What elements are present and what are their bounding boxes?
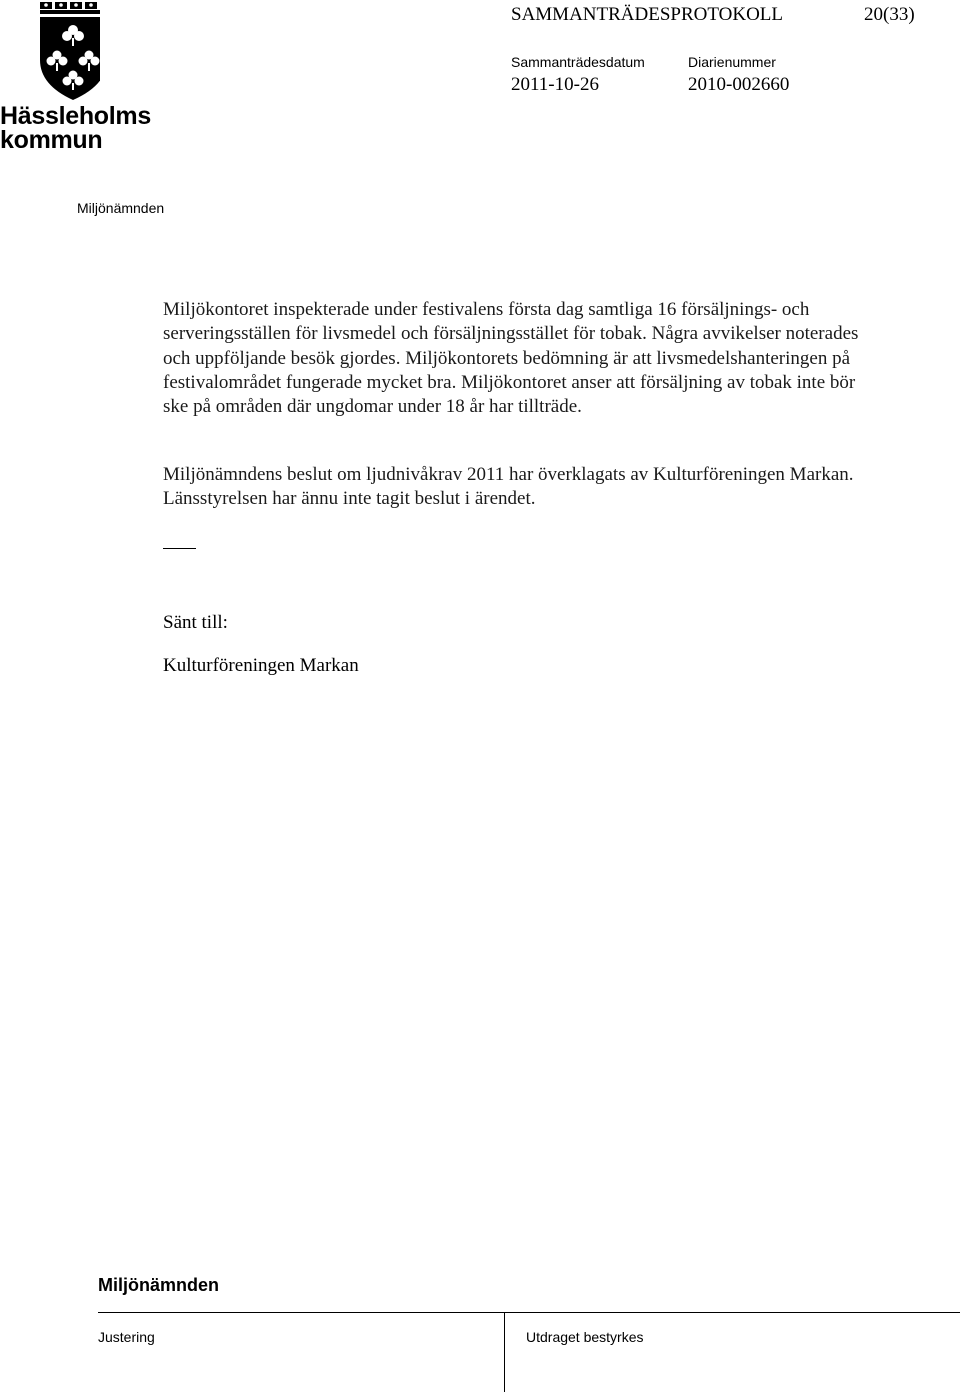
- meeting-date-label: Sammanträdesdatum: [511, 54, 645, 70]
- diary-number-label: Diarienummer: [688, 54, 776, 70]
- hassleholm-coat-of-arms-icon: [0, 0, 100, 100]
- page-number: 20(33): [864, 4, 915, 25]
- sent-to-label: Sänt till:: [163, 612, 228, 633]
- body-paragraph-2: [163, 463, 863, 512]
- footer-committee-name: Miljönämnden: [98, 1275, 219, 1295]
- document-title: SAMMANTRÄDESPROTOKOLL: [511, 4, 784, 25]
- section-separator: [163, 548, 196, 549]
- meeting-date-value: 2011-10-26: [511, 74, 599, 95]
- paragraph-text: Miljökontoret inspekterade under festivalens första dag samtliga 16 försäljnings- och serveringsställen för livsmedel och försäljningsstället för tobak. Några avvikelser noterades och uppföljande besök gjordes. Miljökontorets bedömning är att livsmedelshanteringen på festivalområdet fungerade mycket bra. Miljökontoret anser att försäljning av tobak inte bör ske på områden där ungdomar under 18 år har tillträde.: [163, 299, 859, 418]
- sent-to-recipient: Kulturföreningen Markan: [163, 655, 359, 676]
- footer-rule: [98, 1312, 960, 1313]
- paragraph-text: Miljönämndens beslut om ljudnivåkrav 2011 har överklagats av Kulturföreningen Markan. Länsstyrelsen har ännu inte tagit beslut i ärendet.: [163, 464, 854, 510]
- committee-name: Miljönämnden: [77, 200, 165, 216]
- footer-column-divider: [504, 1312, 505, 1392]
- diary-number-value: 2010-002660: [688, 74, 790, 95]
- logo-text-line2: kommun: [0, 126, 103, 154]
- logo-text-line1: Hässleholms: [0, 102, 151, 130]
- body-paragraph-1: [163, 298, 863, 419]
- justering-label: Justering: [98, 1329, 155, 1345]
- certified-extract-label: Utdraget bestyrkes: [526, 1329, 644, 1345]
